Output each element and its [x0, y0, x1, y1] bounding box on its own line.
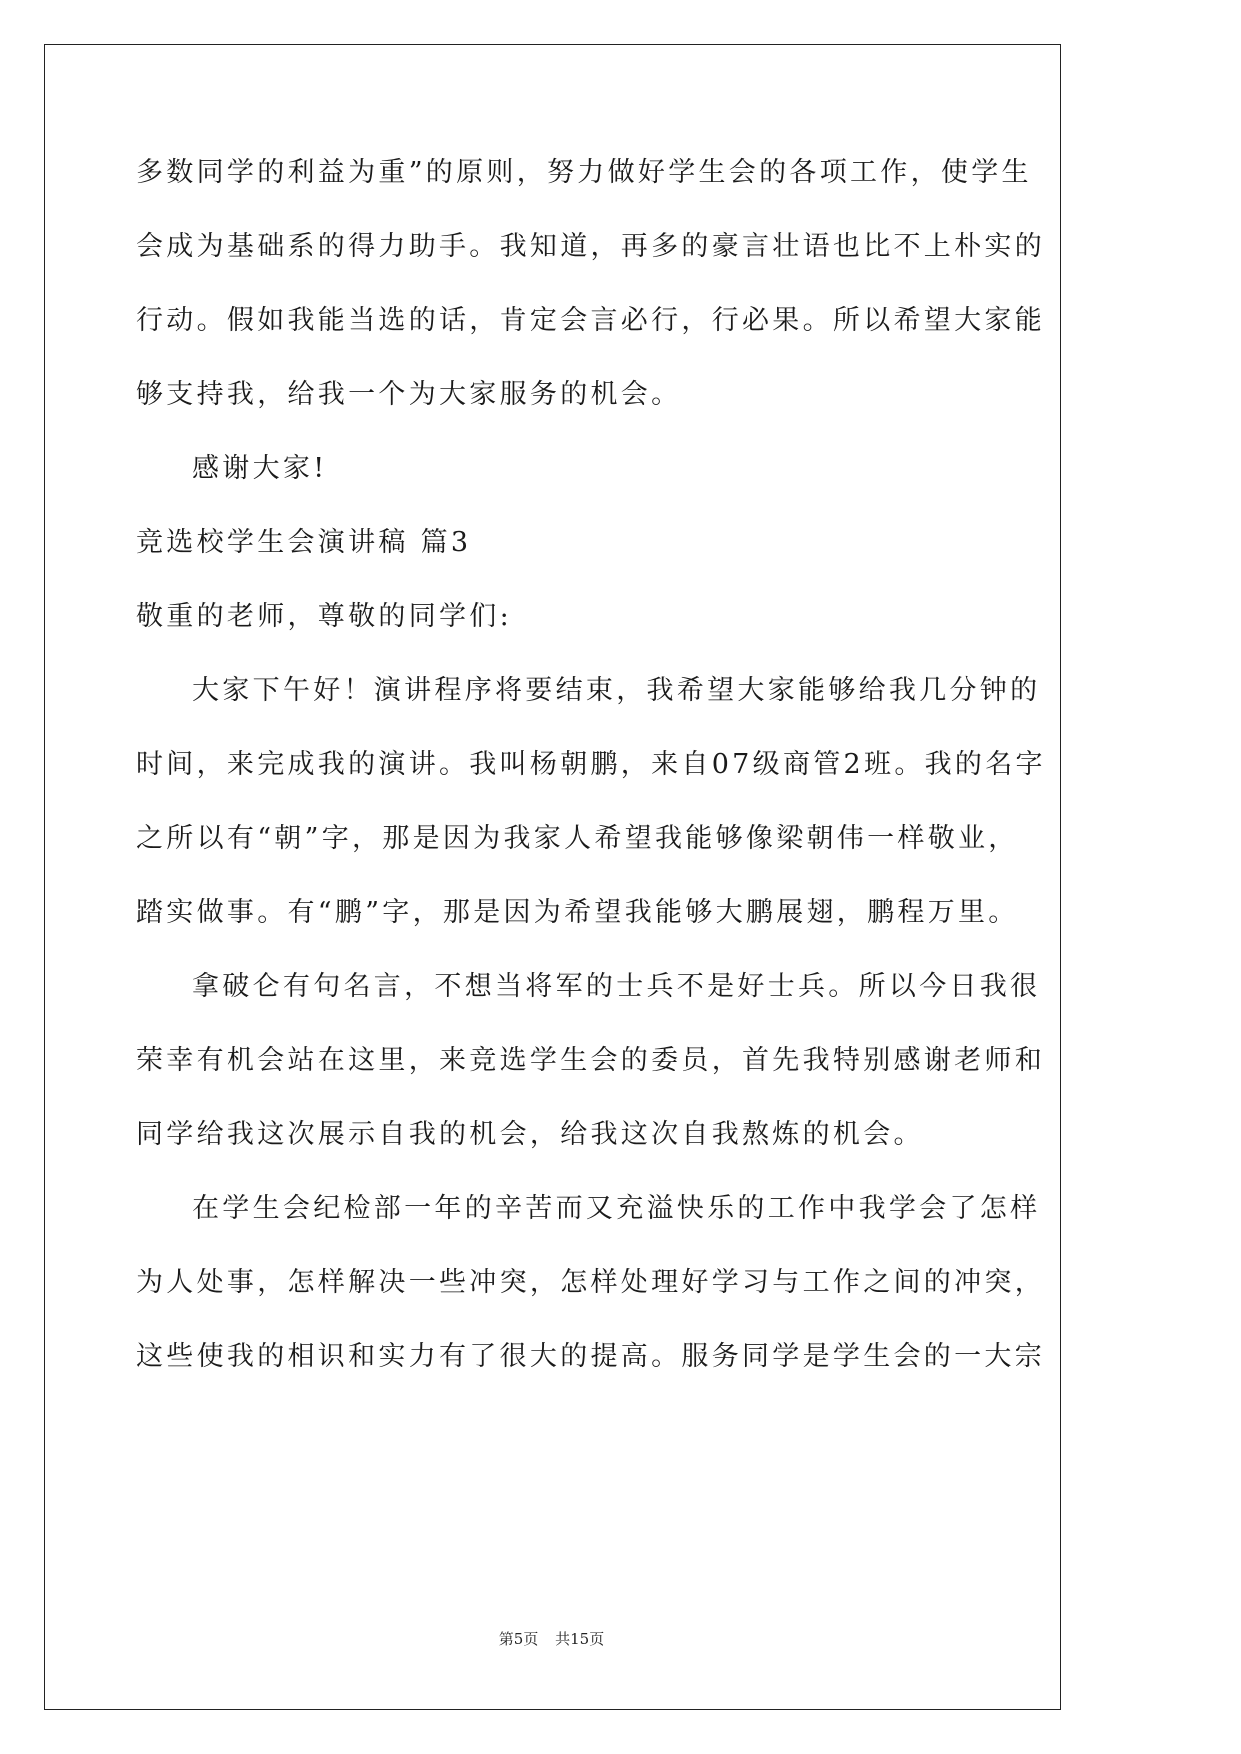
page-number: 第5页	[498, 1630, 539, 1648]
paragraph-line: 之所以有“朝”字，那是因为我家人希望我能够像梁朝伟一样敬业，	[136, 823, 1019, 854]
paragraph-line: 大家下午好！演讲程序将要结束，我希望大家能够给我几分钟的	[192, 675, 1041, 706]
paragraph-line: 拿破仑有句名言，不想当将军的士兵不是好士兵。所以今日我很	[192, 971, 1041, 1002]
page-footer	[0, 1628, 1103, 1649]
paragraph-line: 在学生会纪检部一年的辛苦而又充溢快乐的工作中我学会了怎样	[192, 1193, 1041, 1224]
paragraph-line: 同学给我这次展示自我的机会，给我这次自我熬炼的机会。	[136, 1119, 924, 1150]
paragraph-line: 为人处事，怎样解决一些冲突，怎样处理好学习与工作之间的冲突，	[136, 1267, 1045, 1298]
closing-line: 感谢大家!	[192, 453, 328, 484]
paragraph-line: 会成为基础系的得力助手。我知道，再多的豪言壮语也比不上朴实的	[136, 231, 1045, 262]
paragraph-line: 够支持我，给我一个为大家服务的机会。	[136, 379, 682, 410]
paragraph-line: 时间，来完成我的演讲。我叫杨朝鹏，来自07级商管2班。我的名字	[136, 749, 1046, 780]
paragraph-line: 荣幸有机会站在这里，来竞选学生会的委员，首先我特别感谢老师和	[136, 1045, 1045, 1076]
section-heading: 竞选校学生会演讲稿 篇3	[136, 527, 472, 558]
salutation: 敬重的老师，尊敬的同学们:	[136, 601, 512, 632]
document-body	[136, 142, 1046, 1400]
paragraph-line: 行动。假如我能当选的话，肯定会言必行，行必果。所以希望大家能	[136, 305, 1045, 336]
paragraph-line: 这些使我的相识和实力有了很大的提高。服务同学是学生会的一大宗	[136, 1341, 1045, 1372]
paragraph-line: 踏实做事。有“鹏”字，那是因为希望我能够大鹏展翅，鹏程万里。	[136, 897, 1019, 928]
paragraph-line: 多数同学的利益为重”的原则，努力做好学生会的各项工作，使学生	[136, 157, 1032, 188]
page-total: 共15页	[555, 1630, 605, 1648]
